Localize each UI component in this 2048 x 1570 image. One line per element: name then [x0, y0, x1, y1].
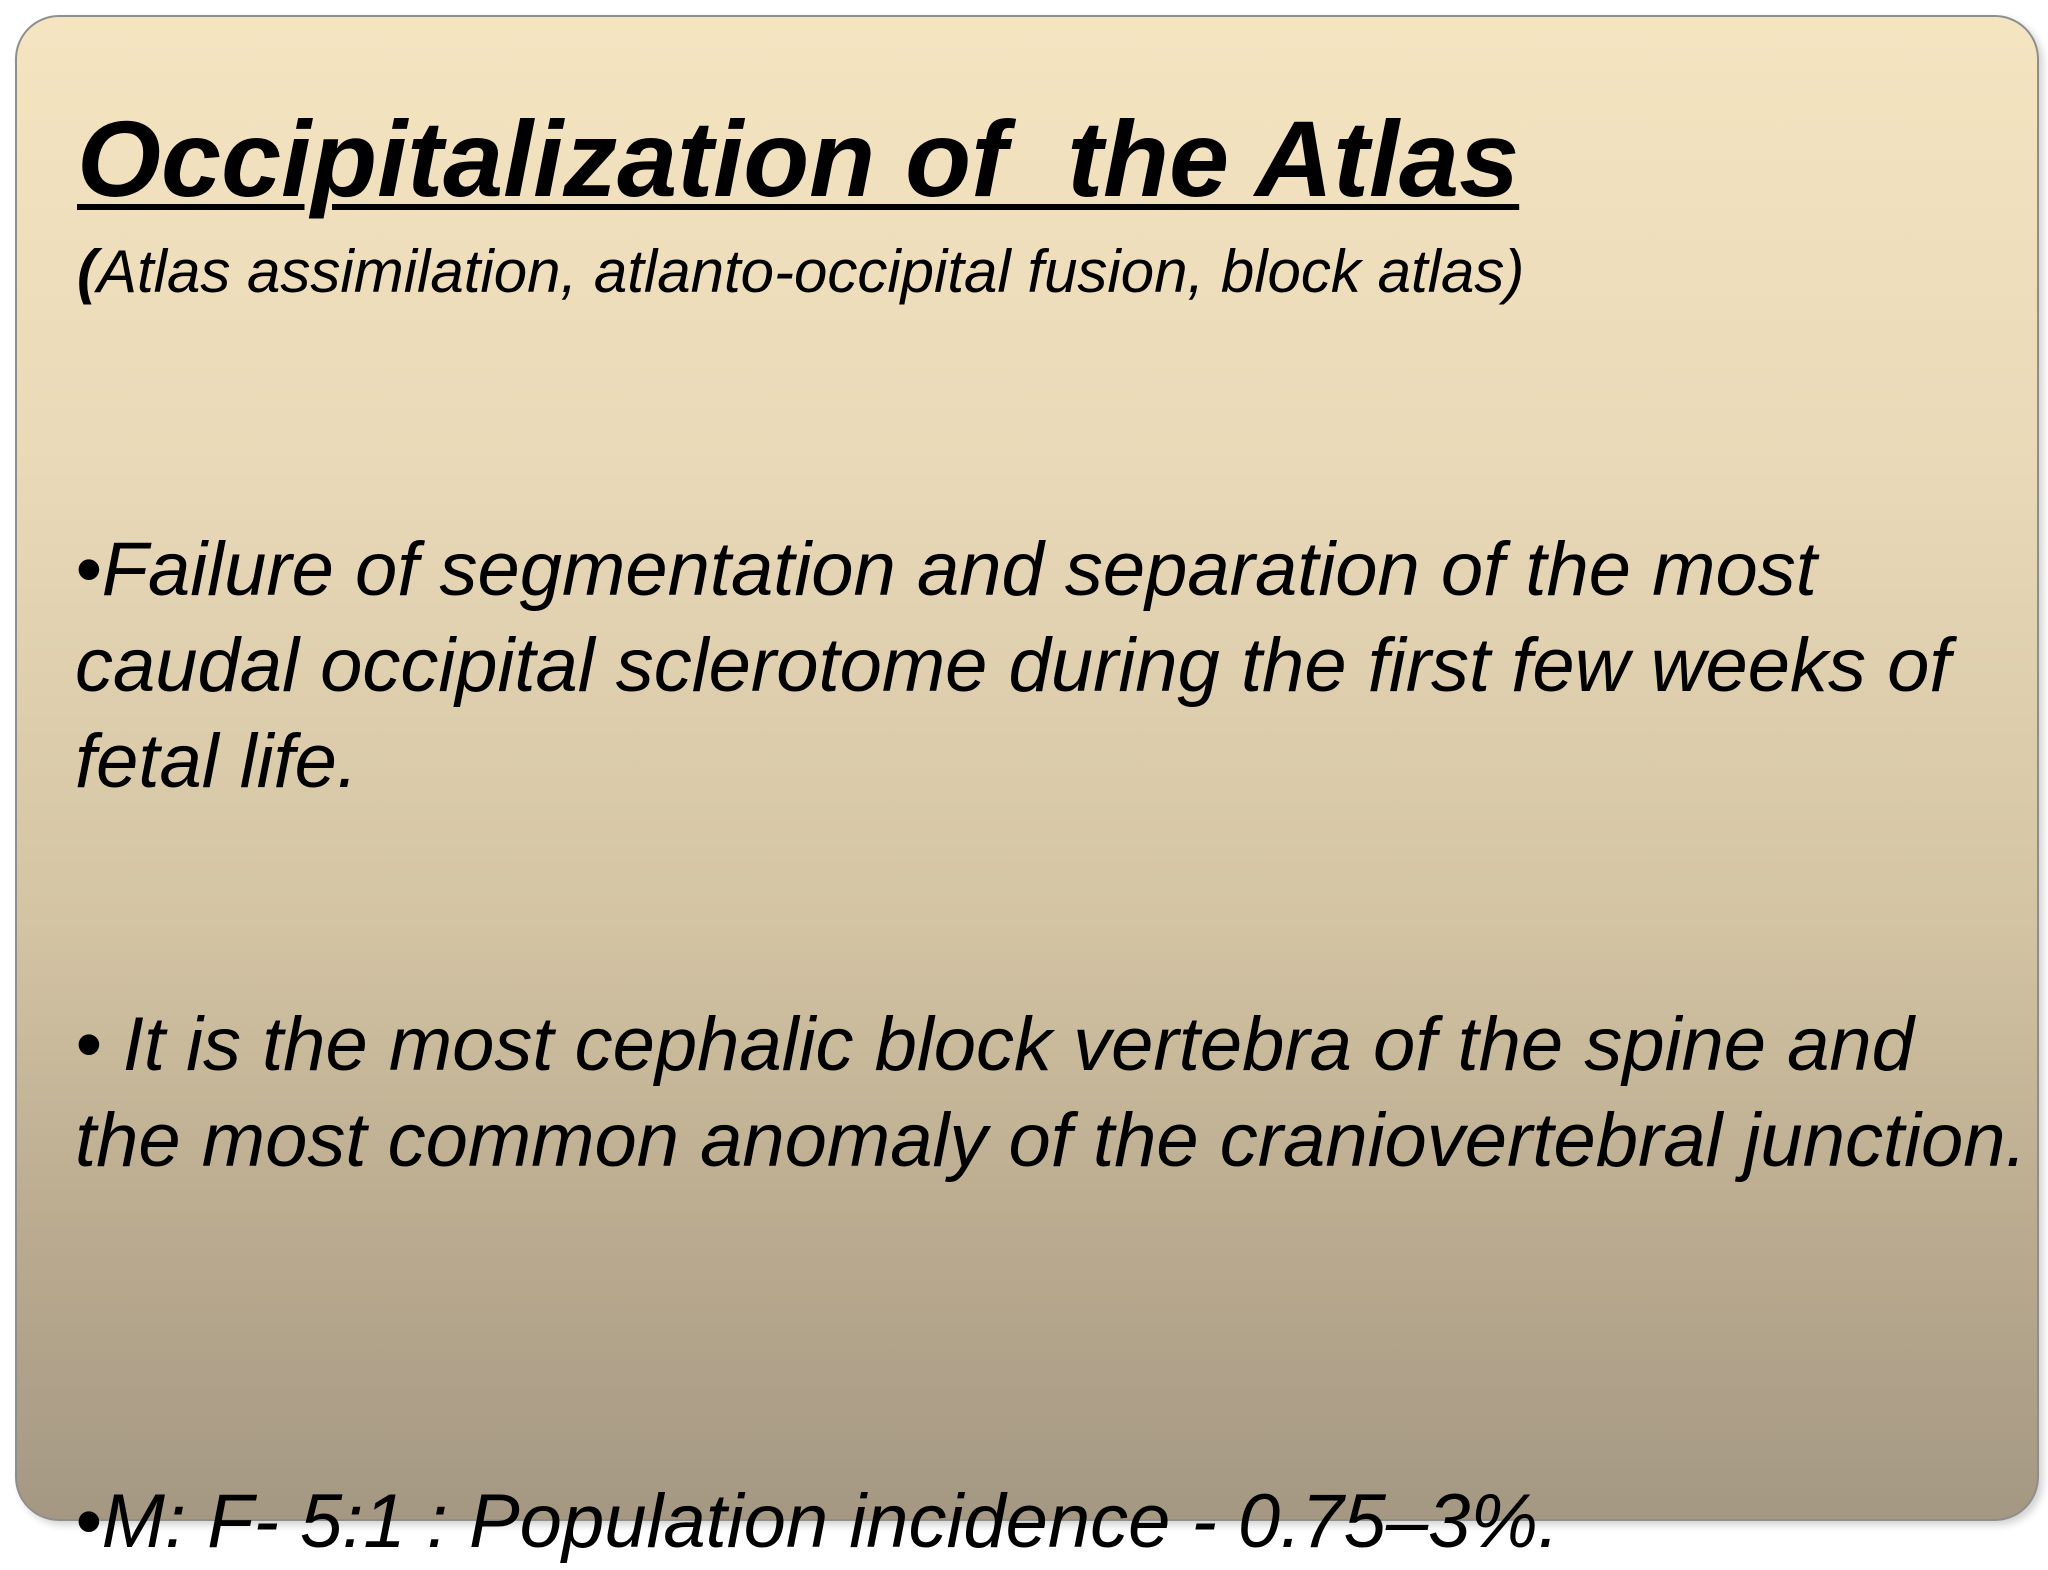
slide-title: Occipitalization of the Atlas: [77, 98, 1520, 219]
subtitle-text: Atlas assimilation, atlanto-occipital fusion, block atlas): [96, 238, 1525, 305]
bullet-segmentation-failure: •Failure of segmentation and separation of the most caudal occipital sclerotome during the first few weeks of fetal life.: [75, 527, 1951, 804]
bullet-incidence: •M: F- 5:1 : Population incidence - 0.75–3%.: [75, 1479, 1560, 1564]
bullet-cephalic-block-vertebra: • It is the most cephalic block vertebra of the spine and the most common anomaly of the craniovertebral junction.: [75, 1002, 2027, 1183]
slide-subtitle: [77, 239, 1524, 305]
subtitle-open-paren: (: [77, 238, 97, 305]
slide: [15, 15, 2039, 1564]
